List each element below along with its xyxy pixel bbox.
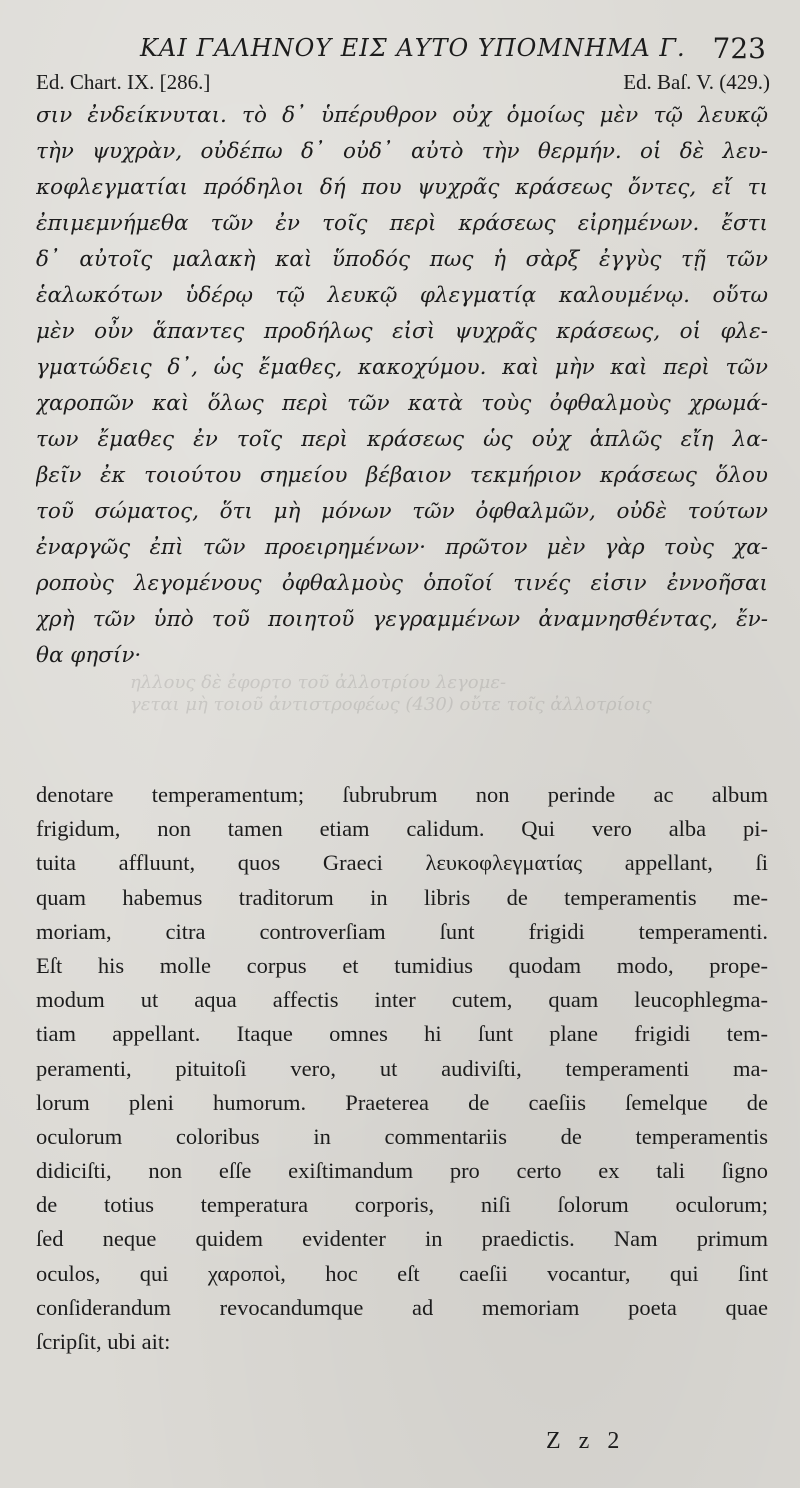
greek-line: δ᾽ αὐτοῖς μαλακὴ καὶ ὕποδός πως ἡ σὰρξ ἐγγὺς τῇ τῶν [36,247,768,272]
edition-reference-basel: Ed. Baſ. V. (429.) [623,70,770,94]
greek-line: χαροπῶν καὶ ὅλως περὶ τῶν κατὰ τοὺς ὀφθαλμοὺς χρωμά- [36,391,768,416]
running-title: ΚΑΙ ΓΑΛΗΝΟΥ ΕΙΣ ΑΥΤΟ ΥΠΟΜΝΗΜΑ Γ. [140,34,686,62]
latin-line: oculorum coloribus in commentariis de temperamentis [36,1123,768,1149]
latin-line: moriam, citra controverſiam ſunt frigidi temperamenti. [36,918,768,944]
greek-line: κοφλεγματίαι πρόδηλοι δή που ψυχρᾶς κράσεως ὄντες, εἴ τι [36,175,768,200]
latin-line: quam habemus traditorum in libris de temperamentis me- [36,884,768,910]
greek-line: βεῖν ἐκ τοιούτου σημείου βέβαιον τεκμήριον κράσεως ὅλου [36,463,768,488]
latin-line: frigidum, non tamen etiam calidum. Qui vero alba pi- [36,816,768,842]
greek-line: των ἔμαθες ἐν τοῖς περὶ κράσεως ὡς οὐχ ἁπλῶς εἴη λα- [36,427,768,452]
edition-reference-chartier: Ed. Chart. IX. [286.] [36,70,211,94]
bleed-through-shadow: ηλλους δὲ ἐφορτο τοῦ ἀλλοτρίου λεγομε- γεται μὴ τοιοῦ ἀντιστροφέως (430) οὔτε τοῖς ἀλλοτρίοις [130,672,652,715]
greek-line: χρὴ τῶν ὑπὸ τοῦ ποιητοῦ γεγραμμένων ἀναμνησθέντας, ἔν- [36,607,768,632]
greek-line: τοῦ σώματος, ὅτι μὴ μόνων τῶν ὀφθαλμῶν, οὐδὲ τούτων [36,499,768,524]
greek-line: γματώδεις δ᾽, ὡς ἔμαθες, κακοχύμου. καὶ μὴν καὶ περὶ τῶν [36,355,768,380]
edition-reference-line [0,70,800,100]
greek-line: ἐπιμεμνήμεθα τῶν ἐν τοῖς περὶ κράσεως εἰρημένων. ἔστι [36,211,768,236]
latin-line: conſiderandum revocandumque ad memoriam poeta quae [36,1294,768,1320]
greek-line: θα φησίν· [36,643,142,668]
latin-line: lorum pleni humorum. Praeterea de caeſiis ſemelque de [36,1089,768,1115]
latin-line: ſed neque quidem evidenter in praedictis. Nam primum [36,1226,768,1252]
latin-line: didiciſti, non eſſe exiſtimandum pro certo ex tali ſigno [36,1158,768,1184]
latin-line: ſcripſit, ubi ait: [36,1329,171,1354]
greek-line: μὲν οὖν ἅπαντες προδήλως εἰσὶ ψυχρᾶς κράσεως, οἱ φλε- [36,319,768,344]
latin-line: de totius temperatura corporis, niſi ſolorum oculorum; [36,1192,768,1218]
latin-line: peramenti, pituitoſi vero, ut audiviſti, temperamenti ma- [36,1055,768,1081]
greek-line: σιν ἐνδείκνυται. τὸ δ᾽ ὑπέρυθρον οὐχ ὁμοίως μὲν τῷ λευκῷ [36,103,768,128]
greek-line: ἐναργῶς ἐπὶ τῶν προειρημένων· πρῶτον μὲν γὰρ τοὺς χα- [36,535,768,560]
latin-line: modum ut aqua affectis inter cutem, quam leucophlegma- [36,987,768,1013]
latin-line: tuita affluunt, quos Graeci λευκοφλεγματίας appellant, ſi [36,850,768,876]
latin-line: denotare temperamentum; ſubrubrum non perinde ac album [36,782,768,807]
latin-text-block [36,778,768,1359]
signature-mark: Z z 2 [546,1428,626,1454]
greek-line: ἑαλωκότων ὑδέρῳ τῷ λευκῷ φλεγματίᾳ καλουμένῳ. οὕτω [36,283,768,308]
greek-line: τὴν ψυχρὰν, οὐδέπω δ᾽ οὐδ᾽ αὐτὸ τὴν θερμήν. οἱ δὲ λευ- [36,139,768,164]
greek-text-block [36,98,768,674]
page-number: 723 [712,32,766,65]
greek-line: ροποὺς λεγομένους ὀφθαλμοὺς ὁποῖοί τινές εἰσιν ἐννοῆσαι [36,571,768,596]
latin-line: Eſt his molle corpus et tumidius quodam modo, prope- [36,952,768,978]
running-head [0,30,800,70]
latin-line: tiam appellant. Itaque omnes hi ſunt plane frigidi tem- [36,1021,768,1047]
latin-line: oculos, qui χαροποὶ, hoc eſt caeſii vocantur, qui ſint [36,1260,768,1286]
